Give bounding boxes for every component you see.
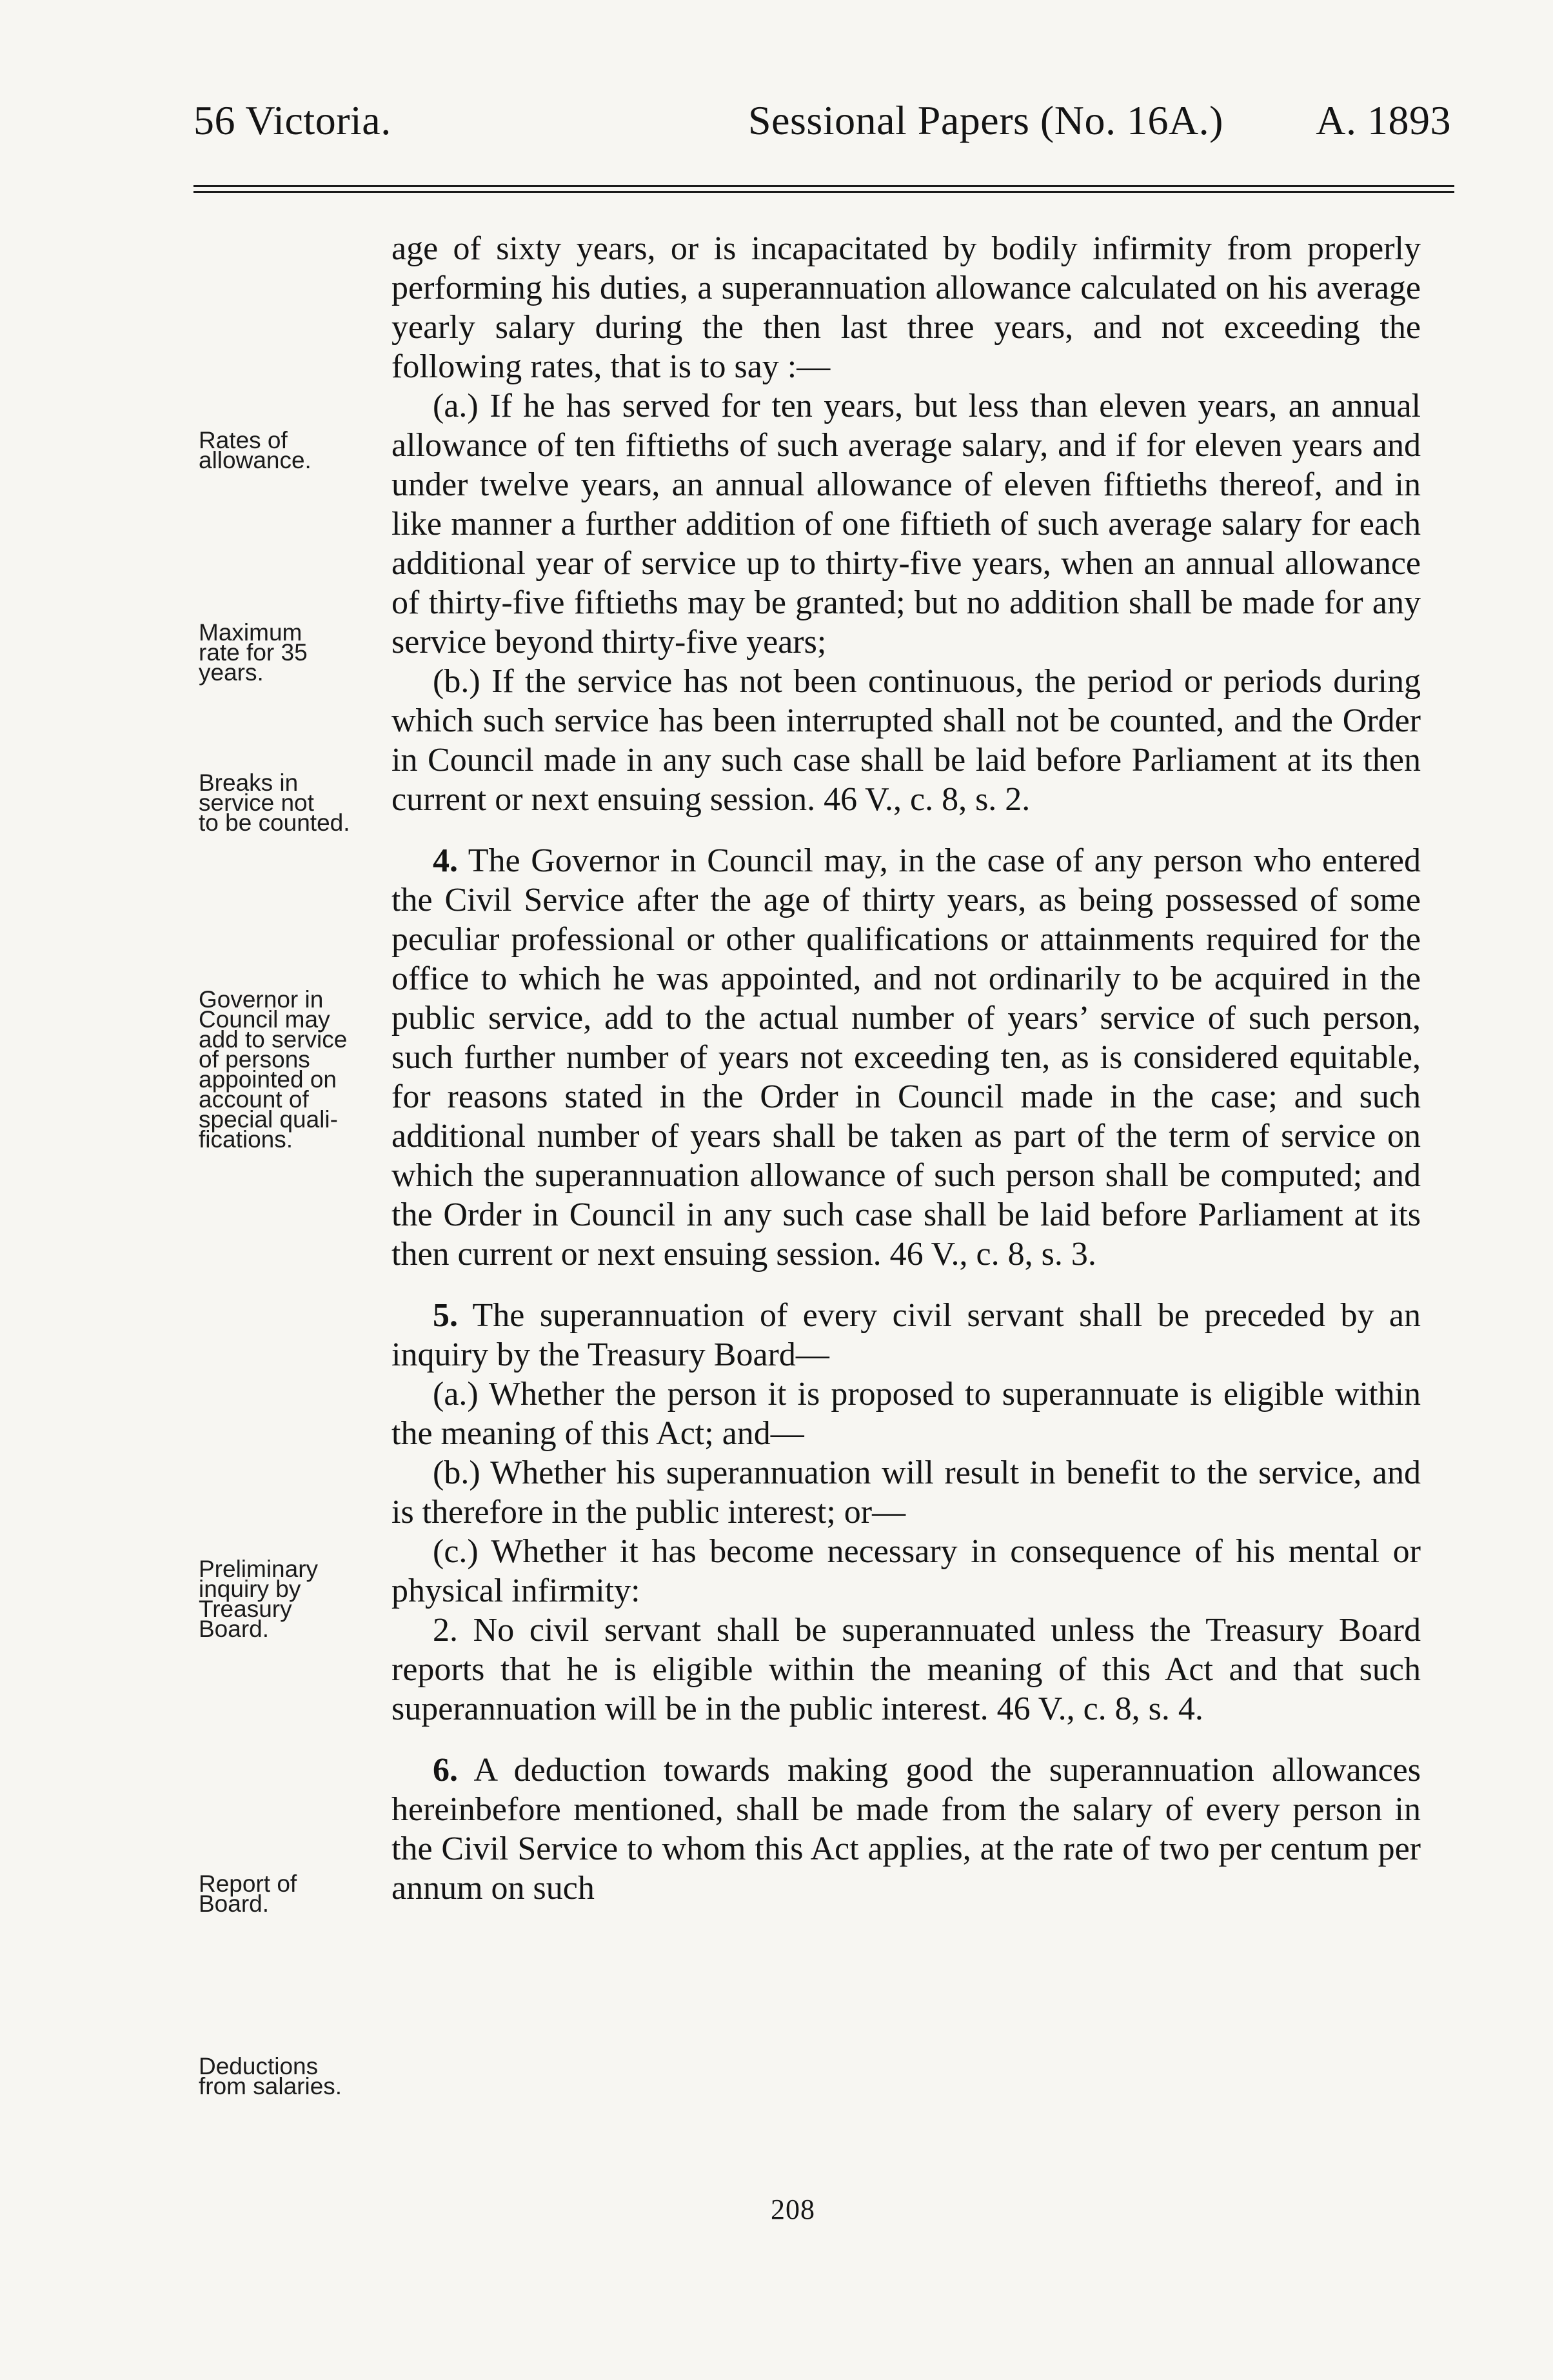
section-5: [391, 1296, 1421, 1374]
marginal-note-rates: Rates of allowance.: [199, 427, 312, 473]
marginal-note-deductions: Deductions from salaries.: [199, 2053, 342, 2099]
header-center: Sessional Papers (No. 16A.): [748, 97, 1223, 143]
section-4-text: The Governor in Council may, in the case of any person who entered the Civil Service after the age of thirty years, as being possessed of some peculiar professional or other qualifications or attainments required for the office to which he was appointed, and not ordinarily to be acquired in the public service, add to the actual number of years’ service of such person, such further number of years not exceeding ten, as is considered equitable, for reasons stated in the Order in Council made in the case; and such additional number of years shall be taken as part of the term of service on which the superannuation allowance of such person shall be computed; and the Order in Council in any such case shall be laid before Parliament at its then current or next ensuing session. 46 V., c. 8, s. 3.: [391, 842, 1421, 1273]
section-5-clause-c: (c.) Whether it has become necessary in consequence of his mental or physical infirmity:: [391, 1533, 1421, 1609]
marginal-note-breaks: Breaks in service not to be counted.: [199, 769, 350, 836]
header-rule-top: [193, 185, 1454, 187]
section-5-text: The superannuation of every civil servant shall be preceded by an inquiry by the Treasury Board—: [391, 1297, 1421, 1373]
page-number: 208: [771, 2194, 815, 2225]
marginal-note-maximum-rate: Maximum rate for 35 years.: [199, 619, 308, 686]
body-text: [391, 229, 1421, 1908]
section-5-clause-b: (b.) Whether his superannuation will result in benefit to the service, and is therefore in the public interest; or—: [391, 1454, 1421, 1531]
section-5-subsection-2: 2. No civil servant shall be superannuated unless the Treasury Board reports that he is eligible within the meaning of this Act and that such superannuation will be in the public interest. 46 V., c. 8, s. 4.: [391, 1612, 1421, 1727]
paragraph-clause-a: (a.) If he has served for ten years, but less than eleven years, an annual allowance of ten fiftieths of such average salary, and if for eleven years and under twelve years, an annual allowance of eleven fiftieths thereof, and in like manner a further addition of one fiftieth of such average salary for each additional year of service up to thirty-five years, when an annual allowance of thirty-five fiftieths may be granted; but no addition shall be made for any service beyond thirty-five years;: [391, 388, 1421, 660]
header-rule-bottom: [193, 191, 1454, 193]
marginal-note-report: Report of Board.: [199, 1870, 297, 1917]
section-5-clause-a: (a.) Whether the person it is proposed to superannuate is eligible within the meaning of this Act; and—: [391, 1376, 1421, 1452]
header-left: 56 Victoria.: [193, 97, 391, 143]
section-6-text: A deduction towards making good the superannuation allowances hereinbefore mentioned, shall be made from the salary of every person in the Civil Service to whom this Act applies, at the rate of two per centum per annum on such: [391, 1752, 1421, 1907]
section-6: [391, 1750, 1421, 1908]
section-number-6: 6.: [433, 1752, 458, 1789]
header-right: A. 1893: [1316, 97, 1451, 143]
section-4: [391, 841, 1421, 1274]
running-header: [193, 97, 1451, 148]
section-number-4: 4.: [433, 842, 458, 879]
section-number-5: 5.: [433, 1297, 458, 1334]
marginal-note-governor: Governor in Council may add to service of persons appointed on account of special quali- fications.: [199, 986, 348, 1153]
paragraph-continuation: age of sixty years, or is incapacitated by bodily infirmity from properly performing his duties, a superannuation allowance calculated on his average yearly salary during the then last three years, and not exceeding the following rates, that is to say :—: [391, 230, 1421, 385]
paragraph-clause-b: (b.) If the service has not been continuous, the period or periods during which such service has been interrupted shall not be counted, and the Order in Council made in any such case shall be laid before Parliament at its then current or next ensuing session. 46 V., c. 8, s. 2.: [391, 663, 1421, 818]
marginal-note-preliminary-inquiry: Preliminary inquiry by Treasury Board.: [199, 1556, 319, 1642]
